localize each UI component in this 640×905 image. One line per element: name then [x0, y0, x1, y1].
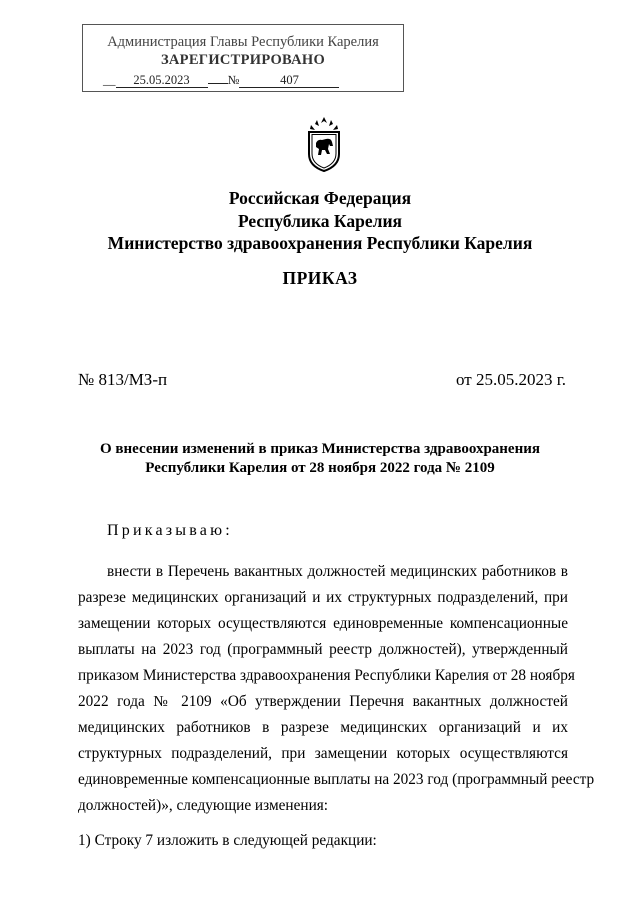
order-number: № 813/МЗ-п: [78, 370, 168, 389]
document-type-title: ПРИКАЗ: [282, 268, 358, 288]
body-line: структурных подразделений, при замещении которых осуществляются: [78, 745, 568, 762]
header-republic: Республика Карелия: [237, 211, 403, 231]
body-line: 2022 года № 2109 «Об утверждении Перечня вакантных должностей: [78, 693, 568, 710]
header-ministry: Министерство здравоохранения Республики Карелия: [107, 233, 533, 253]
registration-stamp: [82, 24, 404, 92]
subject-line-2: Республики Карелия от 28 ноября 2022 года № 2109: [145, 460, 495, 476]
stamp-date: 25.05.2023: [116, 74, 208, 88]
stamp-authority: Администрация Главы Республики Карелия: [107, 34, 379, 50]
karelia-coat-of-arms-icon: [303, 116, 345, 172]
body-line: медицинских работников в разрезе медицинских организаций и их: [78, 719, 568, 736]
body-line: выплаты на 2023 год (программный реестр должностей), утвержденный: [78, 641, 568, 658]
body-line: единовременные компенсационные выплаты на 2023 год (программный реестр: [78, 771, 595, 788]
stamp-details: [103, 73, 339, 88]
list-item-1: 1) Строку 7 изложить в следующей редакции:: [78, 832, 377, 849]
body-line: внести в Перечень вакантных должностей медицинских работников в: [107, 563, 568, 580]
order-date: от 25.05.2023 г.: [455, 370, 566, 389]
body-line: разрезе медицинских организаций и их структурных подразделений, при: [78, 589, 568, 606]
order-subject: [78, 440, 562, 478]
stamp-registered: ЗАРЕГИСТРИРОВАНО: [160, 52, 326, 68]
prikazyvayu-text: Приказываю:: [107, 522, 233, 539]
body-line: должностей)», следующие изменения:: [78, 797, 329, 814]
body-line: замещении которых осуществляются единовременные компенсационные: [78, 615, 568, 632]
stamp-num-label: №: [227, 73, 240, 87]
header-federation: Российская Федерация: [228, 188, 412, 208]
stamp-gap: [208, 83, 228, 84]
subject-line-1: О внесении изменений в приказ Министерства здравоохранения: [99, 441, 540, 457]
body-paragraph: [78, 559, 595, 819]
stamp-date-prefix: __: [103, 73, 116, 87]
stamp-number: 407: [239, 74, 339, 88]
body-line: приказом Министерства здравоохранения Республики Карелия от 28 ноября: [78, 667, 575, 684]
